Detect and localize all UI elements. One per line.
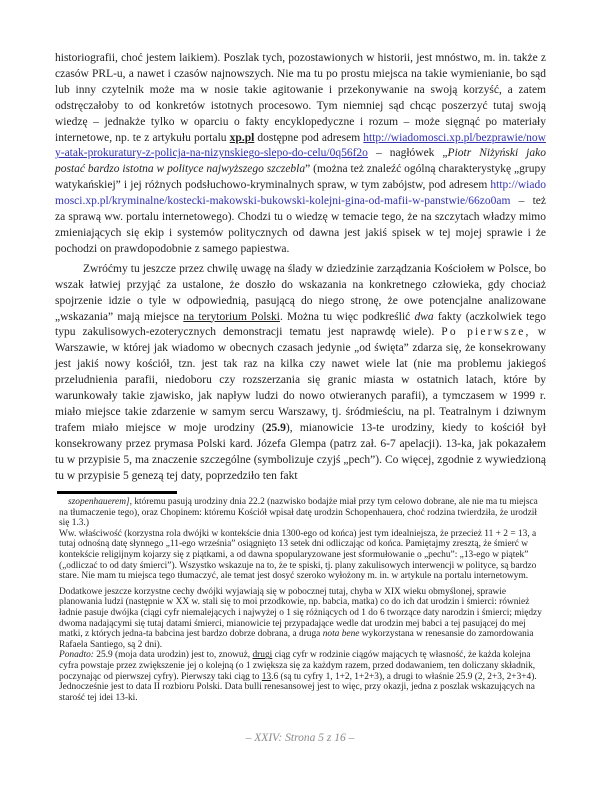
text-run: – też za sprawą ww. portalu internetowego). Chodzi tu o wiedzę w temacie tego, że na szczytach władzy mimo zmieniających się ekip i systemów politycznych od dawna jest jakiś spisek w tej mojej sprawie i że pochodzi on prawdopodobnie z samego papiestwa. [55, 195, 546, 255]
hyperlink[interactable]: http://wiadomosci.xp.pl/kryminalne/kostecki-makowski-bukowski-kolejni-gina-od-mafii-w-panstwie/66zo0am [55, 179, 546, 208]
text-run: szopenhauerem] [68, 497, 130, 507]
footnote-paragraph [59, 587, 543, 651]
text-run: drugi [252, 650, 273, 661]
text-run: w Warszawie, w której jak wiadomo w obecnych czasach jedynie „od święta” zdarza się, że konsekrowany jest jakiś nowy kościół, tzn. jest tak raz na kilka czy nawet wiele lat (nie ma problemu jakiegoś przeludnienia parafii, niedoboru czy rozszerzania się granic miasta w ostatnich latach, które by warunkowały takie zjawisko, jak napływ ludzi do nowo otwieranych parafii), a tymczasem w 1999 r. miało miejsce takie zdarzenie w samym sercu Warszawy, tj. śródmieściu, na pl. Teatralnym i dziwnym trafem miało miejsce w moje urodziny ( [55, 326, 547, 434]
text-run: . Można tu więc podkreślić [279, 310, 415, 323]
text-run: fakty (aczkolwiek tego typu zakulisowych-ezoterycznych demonstracji tematu jest naprawdę wiele). [55, 310, 547, 339]
text-run: – nagłówek „ [367, 147, 448, 160]
text-run: ciąg cyfr w rodzinie ciągów mających tę własność, że każda kolejna cyfra powstaje przez zwiększenie jej o kolejną (o 1 zwiększa się za każdym razem, przed dodawaniem, ten doliczany składnik, poczynając od pierwszej cyfry). Pierwszy taki ciąg to [59, 650, 536, 682]
text-run: dostępne pod adresem [254, 131, 364, 144]
text-run: nota bene [322, 629, 360, 640]
body-text [55, 51, 546, 484]
text-run: ), mianowicie 13-te urodziny, kiedy to kościół był konsekrowany przez prymasa Polski kard. Józefa Glempa (patrz zał. 6-7 apelacji). 13-ka, jak pokazałem tu w przypisie 5, ma znaczenie szczególne (symbolizuje czyjś „pech”). Co więcej, zgodnie z wywiedzioną tu w przypisie 5 genezą tej daty, poprzedziło ten fakt [55, 421, 546, 482]
paragraph [55, 51, 546, 258]
text-run: .6 (są tu cyfry 1, 1+2, 1+2+3), a drugi to właśnie 25.9 (2, 2+3, 2+3+4). Jednocześnie jest to data II rozbioru Polski. Data bulli renesansowej jest to więc, przy okazji, jedna z poszlak wskazujących na starość tej idei 13-ki. [59, 671, 537, 703]
text-run: Piotr Niżyński jako postać bardzo istotna w polityce najwyższego szczebla [55, 147, 546, 176]
text-run: 25.9 [265, 421, 286, 434]
text-run: 25.9 (moja data urodzin) jest to, znowuż, [93, 650, 253, 661]
text-run: 13 [261, 671, 272, 682]
text-run: Ww. właściwość (korzystna rola dwójki w kontekście dnia 1300-ego od końca) jest tym idealniejsza, że przecież 11 + 2 = 13, a tutaj odnośną datę słynnego „11-ego września” osiągnięto 13 setek dni odliczając od końca. Pamiętajmy zresztą, że śmierć w kontekście religijnym kojarzy się z piątkami, a od dawna spopularyzowane jest sformułowanie o „pechu”: „13-ego w piątek” („odliczać to od daty śmierci”). Wszystko wskazuje na to, że te spiski, tj. plany zakulisowych interwencji w polityce, są bardzo stare. Nie mam tu miejsca tego tłumaczyć, ale temat jest dosyć szeroko wyłożony m. in. w artykule na portalu internetowym. [59, 528, 537, 582]
footnote-separator [57, 491, 177, 494]
text-run: dwa [414, 310, 434, 323]
text-run: Po pierwsze, [441, 326, 531, 339]
text-run: xp.pl [229, 131, 255, 144]
page-footer [0, 732, 600, 744]
text-run: ” (można też znaleźć ogólną charakterystykę „grupy watykańskiej” i jej różnych podsłuchowo-kryminalnych spraw, w tym zabójstw, pod adresem [55, 163, 546, 192]
page-footer-text: – XXIV: Strona 5 z 16 – [245, 732, 355, 744]
text-run: Zwróćmy tu jeszcze przez chwilę uwagę na ślady w dziedzinie zarządzania Kościołem w Polsce, bo wszak łatwiej przyjąć za ustalone, że doszło do wskazania na konkretnego człowieka, gdy chociaż spojrzenie idzie o tyle w odpowiednią, pasującą do niego stronę, że owe potencjalne analizowane „wskazania” mają miejsce [55, 262, 546, 323]
text-run: na terytorium Polski [183, 310, 280, 323]
text-run: wykorzystana w renesansie do zamordowania Rafaela Santiego, są 2 dni). [59, 629, 534, 650]
text-run: Ponadto: [59, 650, 94, 661]
footnote-paragraph [59, 497, 543, 529]
paragraph [55, 262, 546, 485]
footnote-paragraph [59, 529, 543, 582]
hyperlink[interactable]: http://wiadomosci.xp.pl/bezprawie/nowy-atak-prokuratury-z-policja-na-nizynskiego-slepo-do-celu/0q56f2o [55, 131, 546, 160]
text-run: historiografii, choć jestem laikiem). Poszlak tych, pozostawionych w historii, jest mnóstwo, m. in. także z czasów PRL-u, a nawet i czasów najnowszych. Nie ma tu po prostu miejsca na takie wymienianie, bo sąd lub inny czytelnik może ma w nosie takie agitowanie i przekonywanie na swoją korzyść, a zatem odstręczałoby to od konkretów istotnych procesowo. Tym niemniej sąd chcąc poszerzyć tutaj swoją wiedzę – jednakże tylko w oparciu o fakty encyklopedyczne i rozum – może sięgnąć po materiały internetowe, np. te z artykułu portalu [55, 52, 546, 144]
text-run: , któremu pasują urodziny dnia 22.2 (nazwisko bodajże miał przy tym celowo dobrane, ale nie ma tu miejsca na tłumaczenie tego), oraz Chopinem: któremu Kościół wpisał datę urodzin Schopenhauera, choć rodzina twierdziła, że urodził się 1.3.) [59, 497, 538, 529]
footnote-section [59, 491, 543, 703]
text-run: Dodatkowe jeszcze korzystne cechy dwójki wyjawiają się w pobocznej tutaj, chyba w XIX wieku obmyślonej, sprawie planowania ludzi (następnie w XX w. stali się to moi przodkowie, np. babcia, matka) co do ich dat urodzin i śmierci: również ładnie pasuje dwójka (ciągi cyfr niemalejących i najwyżej o 1 się różniących od 1 do 6 tworzące daty narodzin i śmierci; między dwoma nadającymi się tutaj datami śmierci, mianowicie tej przypadające wedle dat urodzin mej babci a tej pasującej do mej matki, z których jedna-ta babcina jest bardzo dobrze dobrana, a druga [59, 586, 542, 640]
footnote-paragraph [59, 650, 543, 703]
